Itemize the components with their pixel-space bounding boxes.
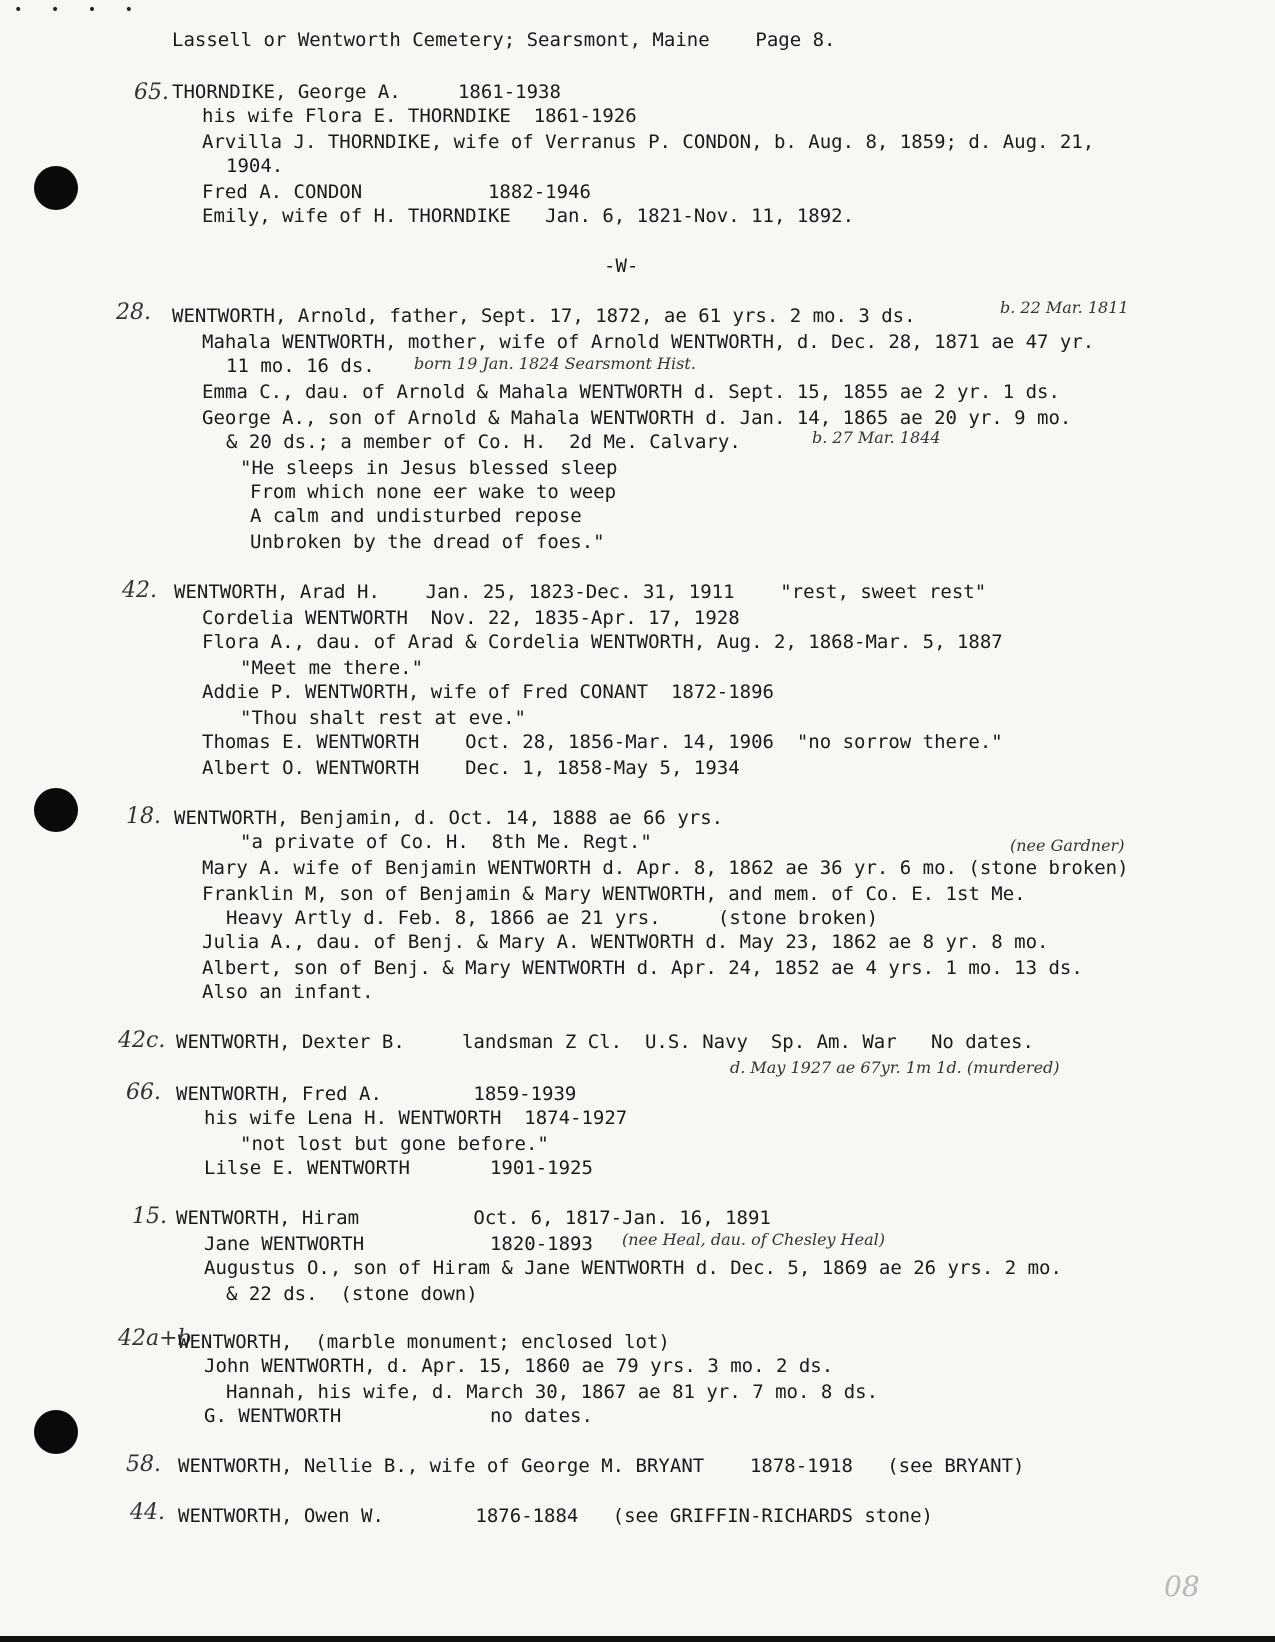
entry-line: WENTWORTH, Arad H. Jan. 25, 1823-Dec. 31, 1911 "rest, sweet rest" <box>174 581 987 603</box>
handwritten-note: (nee Heal, dau. of Chesley Heal) <box>622 1230 885 1249</box>
epitaph-line: "Thou shalt rest at eve." <box>240 707 526 729</box>
entry-line: WENTWORTH, Owen W. 1876-1884 (see GRIFFIN-RICHARDS stone) <box>178 1505 933 1527</box>
entry-line: Cordelia WENTWORTH Nov. 22, 1835-Apr. 17, 1928 <box>202 607 740 629</box>
entry-line: "a private of Co. H. 8th Me. Regt." <box>240 831 652 853</box>
page-header: Lassell or Wentworth Cemetery; Searsmont, Maine Page 8. <box>172 29 836 51</box>
section-letter-heading: -W- <box>604 255 639 277</box>
binder-hole <box>34 1410 78 1454</box>
epitaph-line: A calm and undisturbed repose <box>250 505 582 527</box>
handwritten-lot-number: 66. <box>126 1080 161 1105</box>
entry-line: & 20 ds.; a member of Co. H. 2d Me. Calvary. <box>226 431 741 453</box>
entry-line: George A., son of Arnold & Mahala WENTWORTH d. Jan. 14, 1865 ae 20 yr. 9 mo. <box>202 407 1072 429</box>
page-stamp-number: 08 <box>1164 1570 1200 1603</box>
binder-hole <box>34 166 78 210</box>
entry-line: & 22 ds. (stone down) <box>226 1283 478 1305</box>
epitaph-line: "not lost but gone before." <box>240 1133 549 1155</box>
entry-line: 1904. <box>226 155 284 177</box>
entry-line: Mahala WENTWORTH, mother, wife of Arnold WENTWORTH, d. Dec. 28, 1871 ae 47 yr. <box>202 331 1095 353</box>
handwritten-lot-number: 42. <box>122 578 157 603</box>
entry-line: Heavy Artly d. Feb. 8, 1866 ae 21 yrs. (stone broken) <box>226 907 879 929</box>
entry-line: John WENTWORTH, d. Apr. 15, 1860 ae 79 yrs. 3 mo. 2 ds. <box>204 1355 834 1377</box>
entry-line: his wife Flora E. THORNDIKE 1861-1926 <box>202 105 637 127</box>
entry-line: Addie P. WENTWORTH, wife of Fred CONANT 1872-1896 <box>202 681 774 703</box>
entry-line: 11 mo. 16 ds. <box>226 355 375 377</box>
handwritten-lot-number: 65. <box>134 80 169 105</box>
entry-line: WENTWORTH, Arnold, father, Sept. 17, 1872, ae 61 yrs. 2 mo. 3 ds. <box>172 305 916 327</box>
handwritten-note: b. 27 Mar. 1844 <box>812 428 941 447</box>
entry-line: Augustus O., son of Hiram & Jane WENTWORTH d. Dec. 5, 1869 ae 26 yrs. 2 mo. <box>204 1257 1062 1279</box>
epitaph-line: Unbroken by the dread of foes." <box>250 531 605 553</box>
entry-line: Julia A., dau. of Benj. & Mary A. WENTWORTH d. May 23, 1862 ae 8 yr. 8 mo. <box>202 931 1049 953</box>
entry-line: G. WENTWORTH no dates. <box>204 1405 593 1427</box>
handwritten-lot-number: 44. <box>130 1500 165 1525</box>
entry-line: Also an infant. <box>202 981 374 1003</box>
handwritten-lot-number: 42c. <box>118 1028 166 1053</box>
entry-line: WENTWORTH, Fred A. 1859-1939 <box>176 1083 577 1105</box>
scan-edge <box>0 1636 1275 1642</box>
handwritten-lot-number: 58. <box>126 1452 161 1477</box>
handwritten-note: (nee Gardner) <box>1010 836 1125 855</box>
epitaph-line: From which none eer wake to weep <box>250 481 617 503</box>
entry-line: WENTWORTH, (marble monument; enclosed lot) <box>178 1331 670 1353</box>
entry-line: WENTWORTH, Benjamin, d. Oct. 14, 1888 ae 66 yrs. <box>174 807 724 829</box>
entry-line: Franklin M, son of Benjamin & Mary WENTWORTH, and mem. of Co. E. 1st Me. <box>202 883 1026 905</box>
entry-line: Fred A. CONDON 1882-1946 <box>202 181 591 203</box>
entry-line: Albert, son of Benj. & Mary WENTWORTH d. Apr. 24, 1852 ae 4 yrs. 1 mo. 13 ds. <box>202 957 1083 979</box>
handwritten-lot-number: 28. <box>116 300 151 325</box>
entry-line: WENTWORTH, Nellie B., wife of George M. BRYANT 1878-1918 (see BRYANT) <box>178 1455 1025 1477</box>
handwritten-lot-number: 42a+b <box>118 1326 192 1351</box>
entry-line: WENTWORTH, Hiram Oct. 6, 1817-Jan. 16, 1891 <box>176 1207 771 1229</box>
entry-line: Mary A. wife of Benjamin WENTWORTH d. Apr. 8, 1862 ae 36 yr. 6 mo. (stone broken) <box>202 857 1129 879</box>
handwritten-note: b. 22 Mar. 1811 <box>1000 298 1129 317</box>
handwritten-lot-number: 15. <box>132 1204 167 1229</box>
entry-line: his wife Lena H. WENTWORTH 1874-1927 <box>204 1107 628 1129</box>
entry-line: Flora A., dau. of Arad & Cordelia WENTWORTH, Aug. 2, 1868-Mar. 5, 1887 <box>202 631 1003 653</box>
entry-line: Emma C., dau. of Arnold & Mahala WENTWORTH d. Sept. 15, 1855 ae 2 yr. 1 ds. <box>202 381 1060 403</box>
entry-line: THORNDIKE, George A. 1861-1938 <box>172 81 561 103</box>
binder-hole <box>34 788 78 832</box>
entry-line: Arvilla J. THORNDIKE, wife of Verranus P. CONDON, b. Aug. 8, 1859; d. Aug. 21, <box>202 131 1095 153</box>
handwritten-note: born 19 Jan. 1824 Searsmont Hist. <box>414 354 696 373</box>
handwritten-note: d. May 1927 ae 67yr. 1m 1d. (murdered) <box>730 1058 1060 1077</box>
entry-line: Albert O. WENTWORTH Dec. 1, 1858-May 5, 1934 <box>202 757 740 779</box>
epitaph-line: "He sleeps in Jesus blessed sleep <box>240 457 618 479</box>
entry-line: Emily, wife of H. THORNDIKE Jan. 6, 1821-Nov. 11, 1892. <box>202 205 855 227</box>
handwritten-lot-number: 18. <box>126 804 161 829</box>
epitaph-line: "Meet me there." <box>240 657 424 679</box>
entry-line: Jane WENTWORTH 1820-1893 <box>204 1233 593 1255</box>
entry-line: Lilse E. WENTWORTH 1901-1925 <box>204 1157 593 1179</box>
entry-line: WENTWORTH, Dexter B. landsman Z Cl. U.S. Navy Sp. Am. War No dates. <box>176 1031 1034 1053</box>
entry-line: Thomas E. WENTWORTH Oct. 28, 1856-Mar. 14, 1906 "no sorrow there." <box>202 731 1003 753</box>
scan-mark: • • • • <box>14 2 144 18</box>
entry-line: Hannah, his wife, d. March 30, 1867 ae 81 yr. 7 mo. 8 ds. <box>226 1381 879 1403</box>
